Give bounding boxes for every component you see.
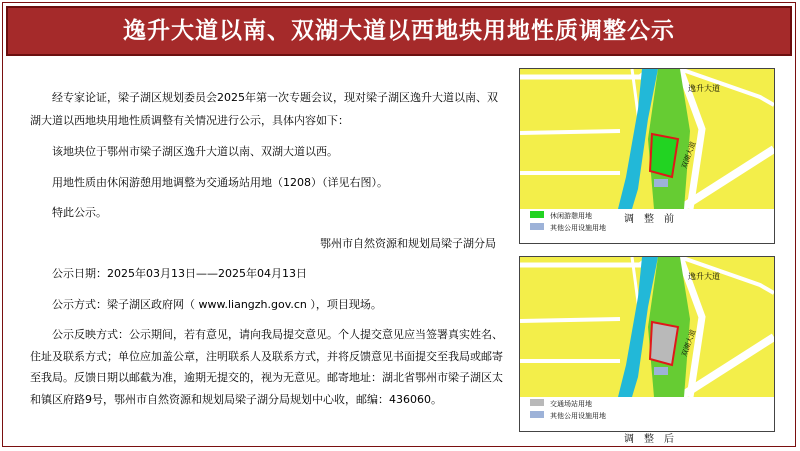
map-after-caption: 调整后 <box>624 434 684 445</box>
legend-label-utility-after: 其他公用设施用地 <box>550 412 606 420</box>
legend-swatch-recreation <box>530 211 544 218</box>
legend-label-utility: 其他公用设施用地 <box>550 224 606 232</box>
map-before-road-top: 逸升大道 <box>688 84 720 93</box>
map-after <box>519 256 775 432</box>
map-before-caption: 调整前 <box>624 214 684 225</box>
issuer-line: 鄂州市自然资源和规划局梁子湖分局 <box>320 237 496 250</box>
map-after-road-top: 逸升大道 <box>688 272 720 281</box>
intro-paragraph: 经专家论证，梁子湖区规划委员会2025年第一次专题会议，现对梁子湖区逸升大道以南、双湖大道以西地块用地性质调整有关情况进行公示，具体内容如下： <box>30 91 498 127</box>
legend-swatch-utility <box>530 223 544 230</box>
legend-label-transport: 交通场站用地 <box>550 400 592 408</box>
map-after-drawing <box>520 257 774 431</box>
notice-paragraph: 特此公示。 <box>52 206 107 219</box>
date-line: 公示日期：2025年03月13日——2025年04月13日 <box>52 267 307 280</box>
location-paragraph: 该地块位于鄂州市梁子湖区逸升大道以南、双湖大道以西。 <box>52 145 338 158</box>
page-title: 逸升大道以南、双湖大道以西地块用地性质调整公示 <box>123 18 675 44</box>
map-before-road-side: 双湖大道 <box>680 140 698 170</box>
legend-label-recreation: 休闲游憩用地 <box>550 212 592 220</box>
feedback-paragraph: 公示反映方式：公示期间，若有意见，请向我局提交意见。个人提交意见应当签署真实姓名、住址及联系方式；单位应加盖公章，注明联系人及联系方式，并将反馈意见书面提交至我局或邮寄至我局。反馈日期以邮截为准，逾期无提交的，视为无意见。邮寄地址：湖北省鄂州市梁子湖区太和镇区府路9号，鄂州市自然资源和规划局梁子湖分局规划中心收，邮编：436060。 <box>30 328 503 406</box>
map-after-road-side: 双湖大道 <box>680 328 698 358</box>
change-paragraph: 用地性质由休闲游憩用地调整为交通场站用地（1208）（详见右图）。 <box>52 176 388 189</box>
legend-swatch-transport <box>530 399 544 406</box>
title-banner <box>6 6 792 56</box>
legend-swatch-utility-after <box>530 411 544 418</box>
method-line: 公示方式：梁子湖区政府网（ www.liangzh.gov.cn ），项目现场。 <box>52 298 382 311</box>
